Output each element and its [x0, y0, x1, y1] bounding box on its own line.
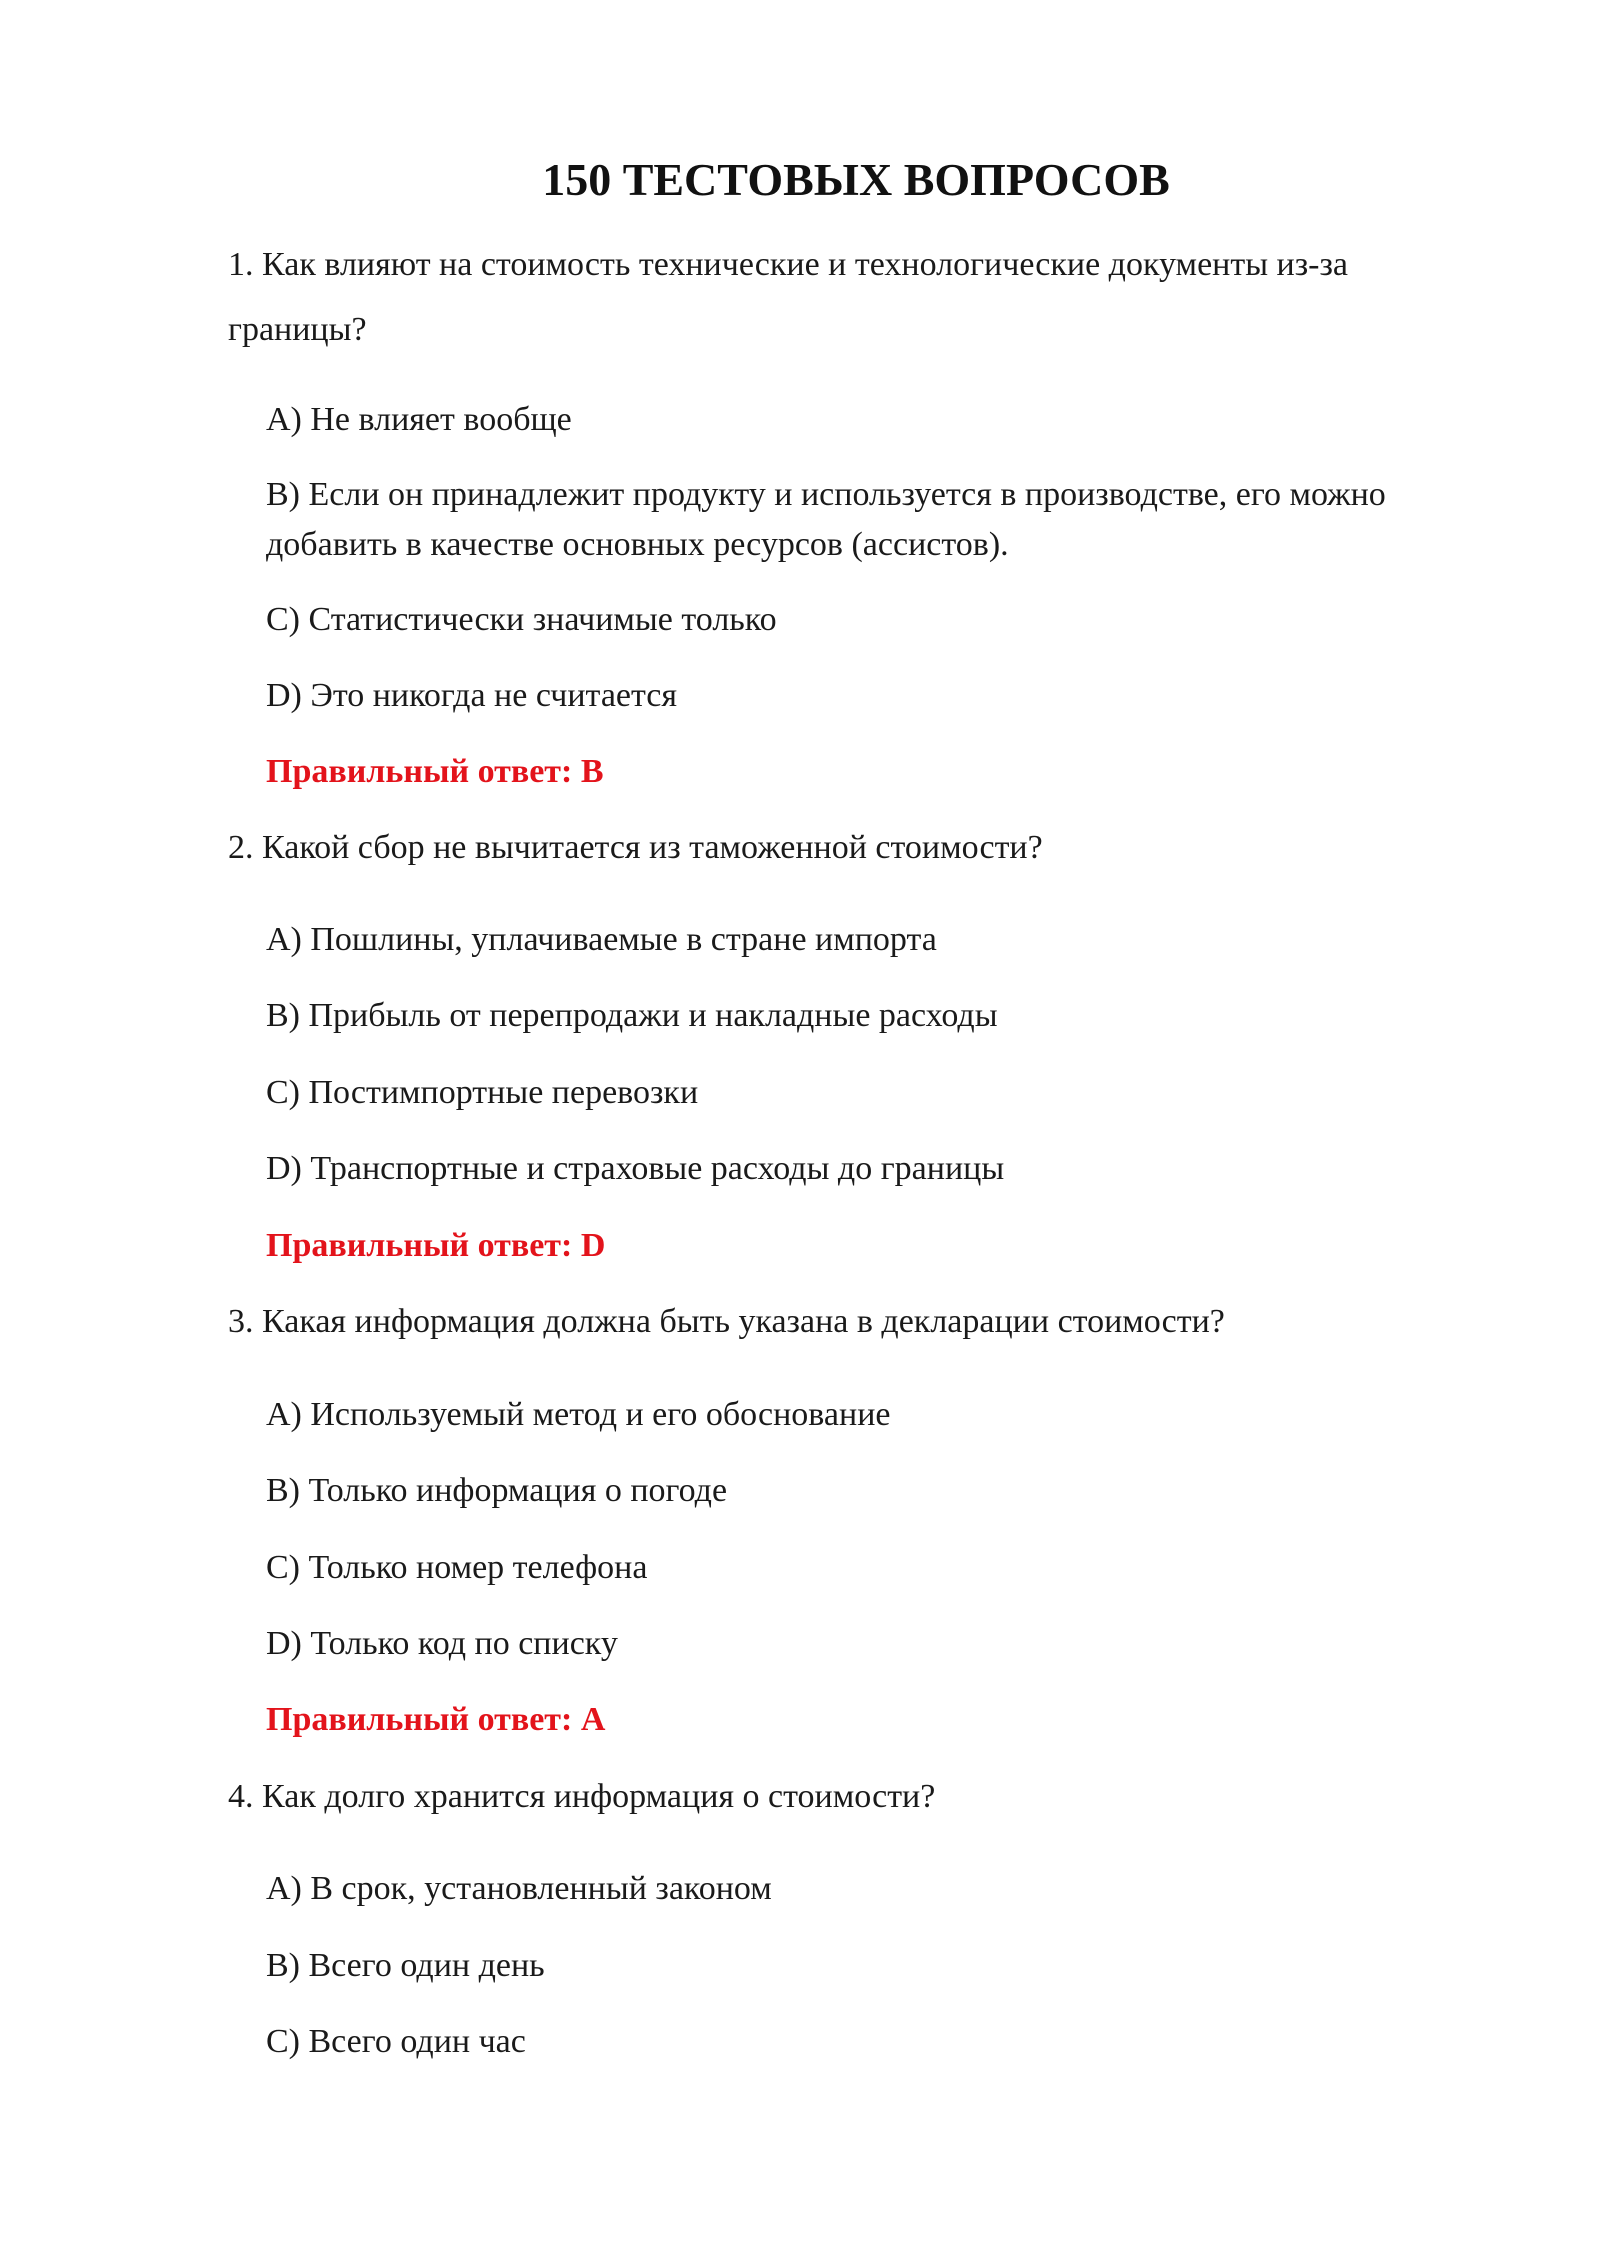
question-3-option-b: B) Только информация о погоде: [266, 1472, 728, 1509]
question-2-option-a: A) Пошлины, уплачиваемые в стране импорта: [266, 921, 937, 958]
question-2-option-b: B) Прибыль от перепродажи и накладные расходы: [266, 997, 998, 1034]
question-2-correct-answer: Правильный ответ: D: [266, 1227, 606, 1264]
question-1-option-a: A) Не влияет вообще: [266, 401, 572, 438]
question-3-option-a: A) Используемый метод и его обоснование: [266, 1396, 891, 1433]
question-1-option-b: B) Если он принадлежит продукту и используется в производстве, его можно добавить в качестве основных ресурсов (ассистов).: [266, 476, 1386, 563]
question-4: 4. Как долго хранится информация о стоимости?: [228, 1778, 936, 1815]
question-3-option-c: C) Только номер телефона: [266, 1549, 648, 1586]
question-3: 3. Какая информация должна быть указана в декларации стоимости?: [228, 1303, 1225, 1340]
question-1-option-d: D) Это никогда не считается: [266, 677, 678, 714]
question-2-option-c: C) Постимпортные перевозки: [266, 1074, 699, 1111]
question-1-option-c: C) Статистически значимые только: [266, 601, 777, 638]
page-title: 150 ТЕСТОВЫХ ВОПРОСОВ: [542, 154, 1170, 205]
question-1-correct-answer: Правильный ответ: B: [266, 753, 604, 790]
question-2: 2. Какой сбор не вычитается из таможенной стоимости?: [228, 829, 1043, 866]
question-2-option-d: D) Транспортные и страховые расходы до границы: [266, 1150, 1005, 1187]
question-4-option-b: B) Всего один день: [266, 1947, 545, 1984]
question-3-correct-answer: Правильный ответ: A: [266, 1701, 606, 1738]
question-4-option-c: C) Всего один час: [266, 2023, 526, 2060]
question-4-option-a: A) В срок, установленный законом: [266, 1870, 772, 1907]
question-3-option-d: D) Только код по списку: [266, 1625, 618, 1662]
question-1: 1. Как влияют на стоимость технические и технологические документы из-за границы?: [228, 246, 1349, 348]
